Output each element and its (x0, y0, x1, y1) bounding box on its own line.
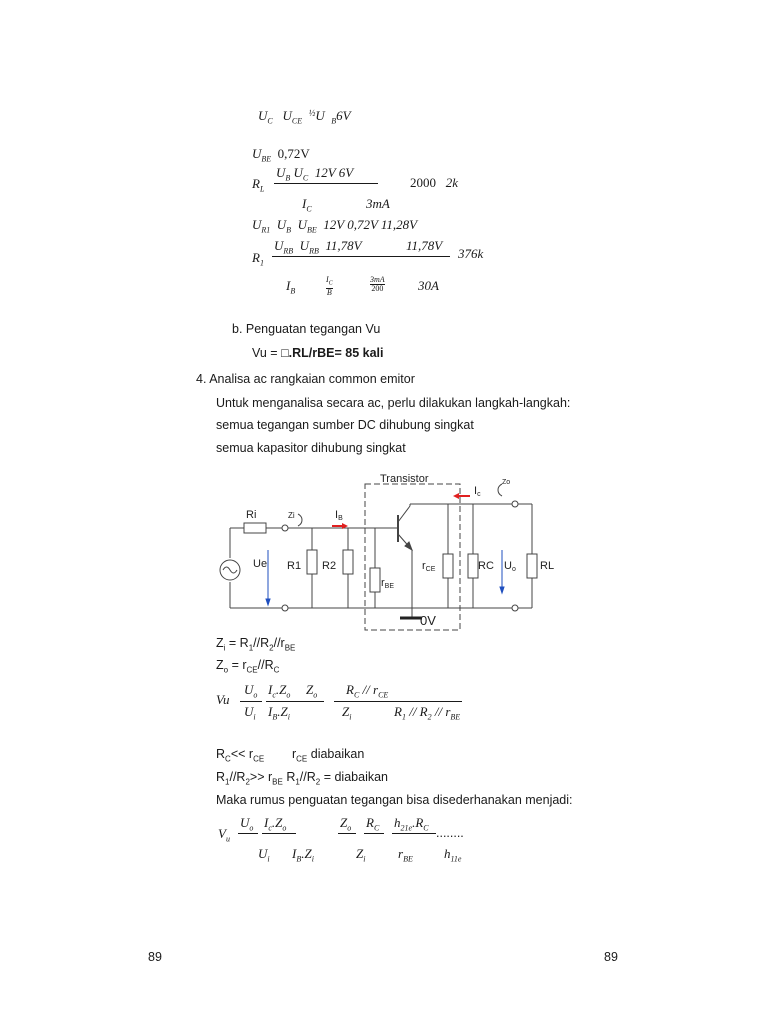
transistor-label: Transistor (380, 473, 429, 485)
final-d-num: $R_C$ (366, 815, 380, 833)
ov-label: 0V (420, 613, 436, 628)
r2-resistor (343, 550, 353, 574)
rc-resistor (468, 554, 478, 578)
common-emitter-ac-circuit (210, 470, 560, 635)
final-e-den: $h_{11e}$ (444, 846, 462, 864)
rl-resistor (527, 554, 537, 578)
rc-label: RC (478, 560, 494, 572)
r1-denominator-3ma-over-200: 3mA 200 (370, 275, 385, 293)
ri-label: Ri (246, 509, 257, 521)
rbe-resistor (370, 568, 380, 592)
uo-label: Uo (504, 560, 516, 573)
vu-f1-num: $U_o$ (244, 682, 258, 700)
final-a-num: $U_o$ (240, 815, 254, 833)
final-bar-2 (262, 833, 296, 834)
r2-label: R2 (322, 560, 337, 572)
ur1-equation: $U_{R1}$ $U_B$ $U_{BE}$ 12V 0,72V 11,28V (252, 217, 418, 235)
rce-label: rCE (422, 560, 436, 573)
final-bar-5 (392, 833, 436, 834)
section-4-heading: 4. Analisa ac rangkaian common emitor (196, 372, 415, 386)
final-e-num: $h_{21e}.R_C$ (394, 815, 429, 833)
final-c-den: $Z_i$ (356, 846, 366, 864)
ib-label: IB (335, 509, 343, 522)
r1-label: R1 (287, 560, 302, 572)
r1-result: 376k (458, 246, 484, 261)
vu-f2-den: $I_B.Z_i$ (268, 704, 290, 722)
current-arrows (332, 493, 470, 529)
section-4-line-2: semua tegangan sumber DC dihubung singkat (216, 418, 474, 432)
final-bar-3 (338, 833, 356, 834)
final-bar-1 (238, 833, 258, 834)
r1-numerator-value: 11,78V (406, 238, 443, 253)
zi-equation: $Z_i = R_1//R_2//r_{BE}$ (216, 636, 296, 653)
approx-line-2: $R_1//R_2>> r_{BE}$ $R_1//R_2$ = diabaikan (216, 770, 388, 787)
final-b-num: $I_c.Z_o$ (264, 815, 287, 833)
vu-bar-1 (240, 701, 262, 702)
vu-bar-3 (334, 701, 462, 702)
r1-denominator-ic-over-b: $I_C$ B (326, 275, 333, 297)
zo-label: Zo (502, 479, 511, 486)
rl-fraction-bar (274, 183, 378, 184)
zi-brace (298, 514, 302, 526)
r1-fraction-bar (272, 256, 450, 257)
section-4-line-1: Untuk menganalisa secara ac, perlu dilakukan langkah-langkah: (216, 396, 571, 410)
zo-equation: $Z_o = r_{CE}//R_C$ (216, 658, 280, 675)
vu-f1-den: $U_i$ (244, 704, 256, 722)
final-dots: ........ (436, 826, 464, 840)
rl-label: RL (540, 560, 555, 572)
vu-f4-den: $R_1 // R_2 // r_{BE}$ (394, 704, 461, 722)
rl-result: 2000 2k (410, 175, 459, 190)
vu-f4-num: $R_C // r_{CE}$ (346, 682, 389, 700)
rl-denominator: $I_C$ (302, 196, 312, 214)
page-number-left: 89 (148, 950, 162, 964)
r1-resistor (307, 550, 317, 574)
ic-label: Ic (474, 485, 481, 498)
rl-denominator-value: 3mA (366, 196, 390, 211)
ue-label: Ue (253, 558, 268, 570)
ube-equation: $U_{BE}$ 0,72V (252, 146, 310, 164)
vu-f2-num: $I_c.Z_o$ (268, 682, 291, 700)
approx-line-3: Maka rumus penguatan tegangan bisa disederhanakan menjadi: (216, 793, 573, 807)
vu-bar-2 (266, 701, 324, 702)
final-a-den: $U_i$ (258, 846, 270, 864)
approx-line-1: $R_C<< r_{CE}$ $r_{CE}$ diabaikan (216, 747, 365, 764)
rl-numerator: $U_B$ $U_C$ 12V 6V (276, 165, 354, 183)
final-bar-4 (364, 833, 384, 834)
final-d-den: $r_{BE}$ (398, 846, 413, 864)
final-b-den: $I_B.Z_i$ (292, 846, 314, 864)
final-c-num: $Z_o$ (340, 815, 352, 833)
final-lhs: $V_u$ (218, 826, 230, 844)
vu-f3-den: $Z_i$ (342, 704, 352, 722)
uc-equation: $U_C$ $U_{CE}$ $^{\frac{1}{2}}$U $_B$6V (258, 108, 351, 126)
r1-numerator: $U_{RB}$ $U_{RB}$ 11,78V (274, 238, 362, 256)
zi-label: Zi (288, 511, 295, 520)
rbe-label: rBE (381, 577, 395, 590)
rce-resistor (443, 554, 453, 578)
vu-result-line: Vu = □.RL/rBE= 85 kali (252, 346, 384, 360)
r1-denominator-ib: $I_B$ (286, 278, 296, 296)
vu-lhs: Vu (216, 692, 230, 707)
section-b-heading: b. Penguatan tegangan Vu (232, 322, 381, 336)
page-number-right: 89 (604, 950, 618, 964)
vu-f3-num: $Z_o$ (306, 682, 318, 700)
r1-denominator-value: 30A (418, 278, 439, 293)
r1-label: $R_1$ (252, 250, 264, 268)
rl-label: $R_L$ (252, 176, 265, 194)
section-4-line-3: semua kapasitor dihubung singkat (216, 441, 406, 455)
ri-resistor (244, 523, 266, 533)
